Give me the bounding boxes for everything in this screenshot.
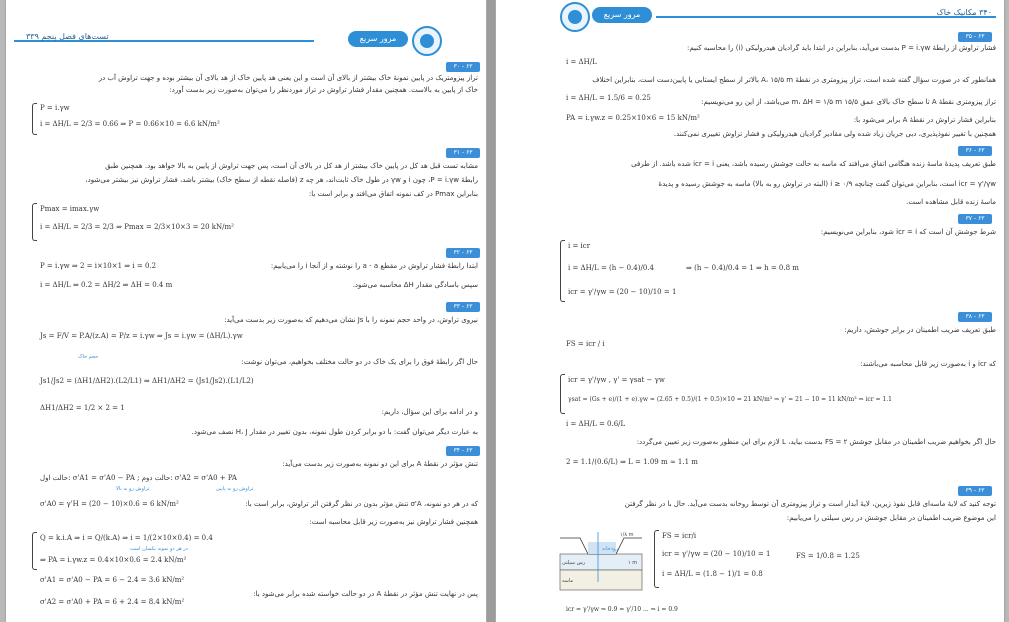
text-line: icr = γ'/γw است، بنابراین می‌توان گفت چنانچه i ≥ ۰/۹ (البته در تراوش رو به بالا) ماسه به جوشش رسیده و پدیدهٔ — [658, 180, 996, 188]
text-line: ابتدا رابطهٔ فشار تراوش در مقطع a - a را نوشته و از آنجا i را می‌یابیم: — [270, 262, 478, 270]
equation: γsat = (Gs + e)/(1 + e).γw = (2.65 + 0.5)/(1 + 0.5)×10 = 21 kN/m³ ⇒ γ' = 21 − 10 = 11 kN/m³ ⇒ icr = 1.1 — [568, 396, 892, 403]
text-line: تنش مؤثر در نقطهٔ A برای این دو نمونه به‌صورت زیر بدست می‌آید: — [282, 460, 478, 468]
equation: icr = γ'/γw , γ' = γsat − γw — [568, 376, 665, 384]
text-line: و در ادامه برای این سؤال، داریم: — [381, 408, 478, 416]
text-line: که icr و i به‌صورت زیر قابل محاسبه می‌باشند: — [860, 360, 996, 368]
equation-note: تراوش رو به پایین — [216, 486, 254, 492]
equation: i = ΔH/L = (1.8 − 1)/1 = 0.8 — [662, 570, 763, 578]
text-line: پس در نهایت تنش مؤثر در نقطهٔ A در دو حالت خواسته شده برابر می‌شود با: — [253, 590, 478, 598]
figure-label-sand: ماسه — [562, 578, 574, 584]
question-tag: ۳۹ - ۶۳ — [958, 486, 992, 496]
left-header — [6, 26, 486, 54]
equation-brace — [32, 203, 37, 241]
equation: icr = γ'/γw = (20 − 10)/10 = 1 — [662, 550, 771, 558]
text-line: به عبارت دیگر می‌توان گفت: با دو برابر کردن طول نمونه، بدون تغییر در مقدار H، J نصف می‌شود. — [191, 428, 478, 436]
text-line: حال اگر رابطهٔ فوق را برای یک خاک در دو حالت مختلف بخواهیم، می‌توان نوشت: — [241, 358, 478, 366]
equation-brace — [654, 530, 659, 588]
equation: FS = icr / i — [566, 340, 605, 348]
text-line: همانطور که در صورت سؤال گفته شده است، تراز پیزومتری در نقطهٔ A، ۱۵/۵ m بالاتر از سطح ایستابی یا پایین‌دست است، بنابراین اختلاف — [592, 76, 996, 84]
question-tag: ۳۵ - ۶۳ — [958, 32, 992, 42]
text-line: همچنین فشار تراوش نیز به‌صورت زیر قابل محاسبه است: — [309, 518, 478, 526]
equation: i = ΔH/L = 2/3 = 2/3 ⇒ Pmax = 2/3×10×3 = 20 kN/m² — [40, 223, 234, 231]
equation: i = icr — [568, 242, 591, 250]
equation: حالت اول: σ'A1 = σ'A0 − PA ; حالت دوم: σ'A2 = σ'A0 + PA — [40, 474, 237, 482]
text-line: طبق تعریف پدیدهٔ ماسهٔ زنده هنگامی اتفاق می‌افتد که ماسه به حالت جوشش رسیده باشد، یعنی icr = i شده باشد. از طرفی — [631, 160, 996, 168]
text-line: تراز پیزومتری نقطهٔ A تا سطح خاک بالای عمق ۱۵/۵ m، ΔH = ۱/۵ m می‌باشد، از این رو می‌نویسیم: — [701, 98, 996, 106]
right-brand-pill: مرور سریع — [592, 7, 652, 23]
equation: σ'A2 = σ'A0 + PA = 6 + 2.4 = 8.4 kN/m² — [40, 598, 185, 606]
equation: Q = k.i.A ⇒ i = Q/(k.A) ⇒ i = 1/(2×10×0.4) = 0.4 — [40, 534, 213, 542]
text-line: مشابه تست قبل هد کل در پایین خاک بیشتر از هد کل در بالای آن است، پس جهت تراوش از پایین به بالا خواهد بود. همچنین طبق — [105, 162, 478, 170]
figure-label-head: ۱/۸ m — [620, 532, 634, 538]
equation-note: در هر دو نمونه یکسان است — [130, 546, 188, 552]
equation: i = ΔH/L = 0.6/L — [566, 420, 626, 428]
left-page-header: تست‌های فصل پنجم ۳۳۹ — [26, 32, 109, 41]
figure-label-clay: رس سیلتی — [562, 560, 586, 566]
text-line: طبق تعریف ضریب اطمینان در برابر جوشش، داریم: — [844, 326, 996, 334]
text-line: بنابراین Pmax در کف نمونه اتفاق می‌افتد و برابر است با: — [308, 190, 478, 198]
text-line: ماسهٔ زنده قابل مشاهده است. — [906, 198, 996, 206]
question-tag: ۳۱ - ۶۳ — [446, 148, 480, 158]
right-page — [496, 0, 1004, 622]
left-logo-icon — [412, 26, 442, 56]
text-line: فشار تراوش از رابطهٔ P = i.γw بدست می‌آید، بنابراین در ابتدا باید گرادیان هیدرولیکی (i) را محاسبه کنیم: — [687, 44, 996, 52]
equation: σ'A1 = σ'A0 − PA = 6 − 2.4 = 3.6 kN/m² — [40, 576, 185, 584]
text-line: سپس باسادگی مقدار ΔH محاسبه می‌شود. — [352, 281, 478, 289]
text-line: توجه کنید که لایهٔ ماسه‌ای قابل نفوذ زیرین، لایهٔ آبدار است و تراز پیزومتری آن توسط روخانه بدست می‌آید. حال با در نظر گرفتن — [624, 500, 996, 508]
question-tag: ۳۷ - ۶۳ — [958, 214, 992, 224]
text-line: بنابراین فشار تراوش در نقطهٔ A برابر می‌شود با: — [853, 116, 996, 124]
text-line: تراز پیزومتریک در پایین نمونهٔ خاک بیشتر از بالای آن است و این یعنی هد پایین خاک از هد بالای آن بیشتر بوده و جهت تراوش آب در — [98, 74, 478, 82]
equation: i = ΔH/L = 2/3 = 0.66 ⇒ P = 0.66×10 = 6.6 kN/m² — [40, 120, 220, 128]
text-line: رابطهٔ P = i.γw، چون i و γw در طول خاک ثابت‌اند، هر چه z (فاصله نقطه از سطح خاک) بیشتر باشد، فشار تراوش نیز بیشتر می‌شود، — [85, 176, 478, 184]
equation: i = ΔH/L — [566, 58, 597, 66]
equation: Pmax = imax.γw — [40, 205, 100, 213]
equation: i = ΔH/L = 1.5/6 = 0.25 — [566, 94, 651, 102]
equation-note: تراوش رو به بالا — [116, 486, 150, 492]
text-line: حال اگر بخواهیم ضریب اطمینان در مقابل جوشش ۲ = FS بدست بیاید، L لازم برای این منظور به‌صورت زیر تعیین می‌گردد: — [636, 438, 996, 446]
equation-brace — [560, 240, 565, 302]
right-logo-icon — [560, 2, 590, 32]
question-tag: ۳۰ - ۶۳ — [446, 62, 480, 72]
text-line: نیروی تراوش، در واحد حجم نمونه را با Js نشان می‌دهیم که به‌صورت زیر بدست می‌آید: — [224, 316, 478, 324]
question-tag: ۳۳ - ۶۳ — [446, 302, 480, 312]
question-tag: ۳۶ - ۶۳ — [958, 146, 992, 156]
equation: icr = γ'/γw ⇒ 0.9 = γ'/10 ... ⇒ i = 0.9 — [566, 606, 678, 613]
right-page-header: ۳۴۰ مکانیک خاک — [936, 8, 992, 17]
equation: ⇒ PA = i.γw.z = 0.4×10×0.6 = 2.4 kN/m² — [40, 556, 187, 564]
equation-brace — [560, 374, 565, 414]
text-line: این موضوع ضریب اطمینان در مقابل جوشش در رس سیلتی را می‌یابیم: — [786, 514, 996, 522]
equation: i = ΔH/L = (h − 0.4)/0.4 — [568, 264, 654, 272]
question-tag: ۳۴ - ۶۳ — [446, 446, 480, 456]
question-tag: ۳۸ - ۶۳ — [958, 312, 992, 322]
left-brand-pill: مرور سریع — [348, 31, 408, 47]
text-line: که در هر دو نمونه، σ'A تنش مؤثر بدون در نظر گرفتن اثر تراوش، برابر است با: — [245, 500, 478, 508]
figure-label-clay-thickness: ۱ m — [628, 560, 638, 566]
equation: Js1/Js2 = (ΔH1/ΔH2).(L2/L1) ⇒ ΔH1/ΔH2 = (Js1/Js2).(L1/L2) — [40, 377, 254, 385]
equation-brace — [32, 532, 37, 570]
equation: icr = γ'/γw = (20 − 10)/10 = 1 — [568, 288, 677, 296]
equation: ΔH1/ΔH2 = 1/2 × 2 = 1 — [40, 404, 125, 412]
equation-note: حجم خاک — [78, 354, 99, 360]
equation: FS = 1/0.8 = 1.25 — [796, 552, 860, 560]
equation: FS = icr/i — [662, 532, 697, 540]
text-line: شرط جوشش آن است که icr = i شود، بنابراین می‌نویسیم: — [820, 228, 996, 236]
figure-label-river: رودخانه — [602, 546, 618, 552]
text-line: خاک از پایین به بالاست. همچنین مقدار فشار تراوش در تراز موردنظر را می‌توان به‌صورت زیر بدست آورد: — [169, 86, 478, 94]
left-page — [6, 0, 486, 622]
equation: P = i.γw — [40, 104, 70, 112]
equation: Js = F/V = P.A/(z.A) = P/z = i.γw ⇒ Js = i.γw = (ΔH/L).γw — [40, 332, 243, 340]
equation-brace — [32, 103, 37, 135]
right-header — [496, 2, 1004, 30]
river-soil-figure — [558, 528, 644, 592]
equation: σ'A0 = γ'H = (20 − 10)×0.6 = 6 kN/m² — [40, 500, 179, 508]
text-line: همچنین با تغییر نفوذپذیری، دبی جریان زیاد شده ولی مقادیر گرادیان هیدرولیکی و فشار تراوش تغییری نمی‌کنند. — [673, 130, 996, 138]
equation: ⇒ (h − 0.4)/0.4 = 1 ⇒ h = 0.8 m — [686, 264, 799, 272]
equation: PA = i.γw.z = 0.25×10×6 = 15 kN/m² — [566, 114, 700, 122]
equation: i = ΔH/L ⇒ 0.2 = ΔH/2 ⇒ ΔH = 0.4 m — [40, 281, 173, 289]
equation: P = i.γw ⇒ 2 = i×10×1 ⇒ i = 0.2 — [40, 262, 157, 270]
book-spine — [487, 0, 495, 622]
question-tag: ۳۲ - ۶۳ — [446, 248, 480, 258]
equation: 2 = 1.1/(0.6/L) ⇒ L = 1.09 m ≈ 1.1 m — [566, 458, 698, 466]
